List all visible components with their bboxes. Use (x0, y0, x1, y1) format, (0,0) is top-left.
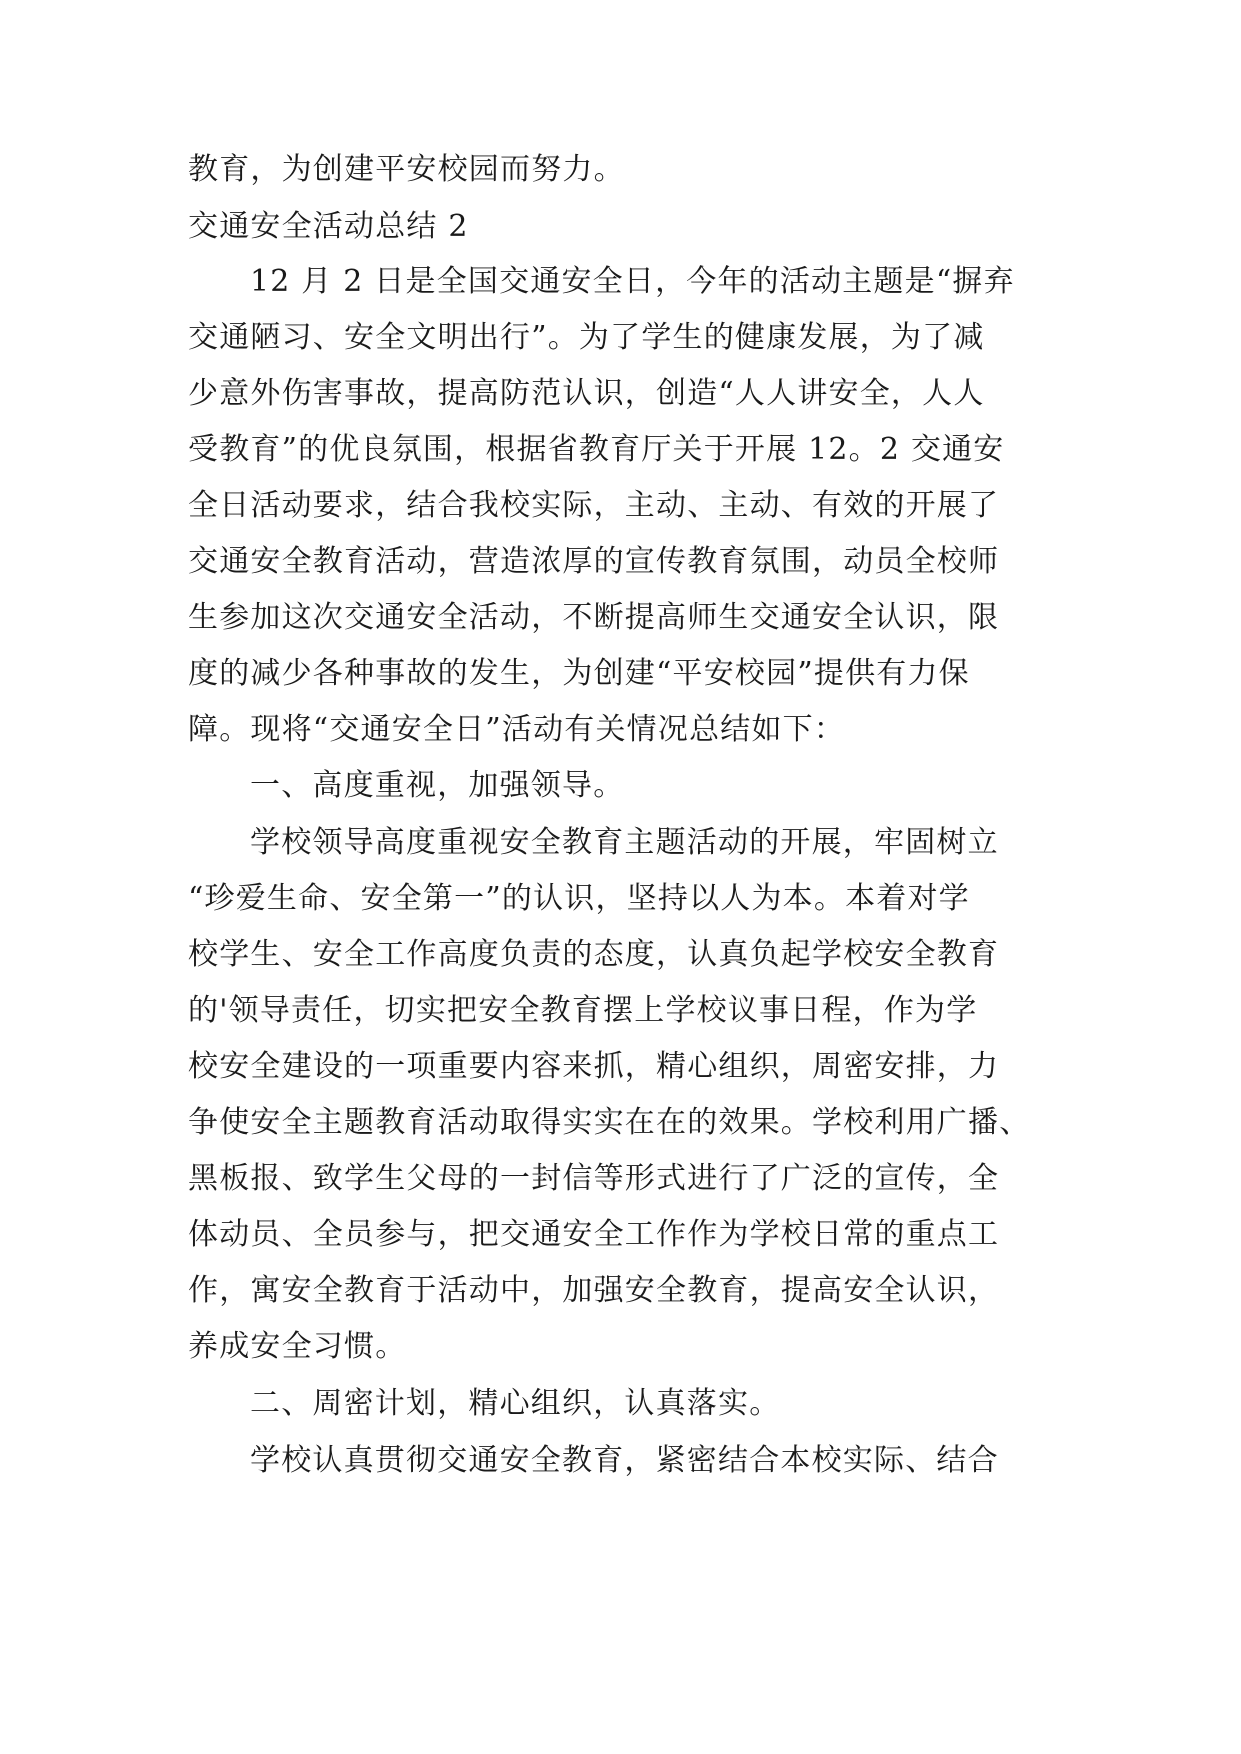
section-title: 交通安全活动总结 2 (188, 209, 469, 244)
body-line: 教育，为创建平安校园而努力。 (188, 152, 625, 187)
paragraph-line: 体动员、全员参与，把交通安全工作作为学校日常的重点工 (188, 1217, 1000, 1252)
section-heading: 二、周密计划，精心组织，认真落实。 (250, 1386, 781, 1421)
paragraph-line: 争使安全主题教育活动取得实实在在的效果。学校利用广播、 (188, 1105, 1031, 1140)
paragraph-line: 度的减少各种事故的发生，为创建“平安校园”提供有力保 (188, 656, 970, 691)
paragraph-line: 全日活动要求，结合我校实际，主动、主动、有效的开展了 (188, 488, 1000, 523)
paragraph-line: “珍爱生命、安全第一”的认识，坚持以人为本。本着对学 (188, 881, 970, 916)
paragraph-line: 作，寓安全教育于活动中，加强安全教育，提高安全认识， (188, 1273, 1000, 1308)
paragraph-line: 12 月 2 日是全国交通安全日，今年的活动主题是“摒弃 (250, 264, 1015, 299)
paragraph-line: 的'领导责任，切实把安全教育摆上学校议事日程，作为学 (188, 993, 978, 1028)
paragraph-line: 学校认真贯彻交通安全教育，紧密结合本校实际、结合 (250, 1443, 999, 1478)
paragraph-line: 养成安全习惯。 (188, 1329, 407, 1364)
paragraph-line: 受教育”的优良氛围，根据省教育厅关于开展 12。2 交通安 (188, 432, 1005, 467)
paragraph-line: 交通陋习、安全文明出行”。为了学生的健康发展，为了减 (188, 320, 985, 355)
paragraph-line: 学校领导高度重视安全教育主题活动的开展，牢固树立 (250, 825, 999, 860)
paragraph-line: 校安全建设的一项重要内容来抓，精心组织，周密安排，力 (188, 1049, 1000, 1084)
paragraph-line: 黑板报、致学生父母的一封信等形式进行了广泛的宣传，全 (188, 1161, 1000, 1196)
paragraph-line: 少意外伤害事故，提高防范认识，创造“人人讲安全，人人 (188, 376, 985, 411)
paragraph-line: 生参加这次交通安全活动，不断提高师生交通安全认识，限 (188, 600, 1000, 635)
paragraph-line: 障。现将“交通安全日”活动有关情况总结如下： (188, 712, 846, 747)
paragraph-line: 交通安全教育活动，营造浓厚的宣传教育氛围，动员全校师 (188, 544, 1000, 579)
paragraph-line: 校学生、安全工作高度负责的态度，认真负起学校安全教育 (188, 937, 1000, 972)
section-heading: 一、高度重视，加强领导。 (250, 768, 625, 803)
